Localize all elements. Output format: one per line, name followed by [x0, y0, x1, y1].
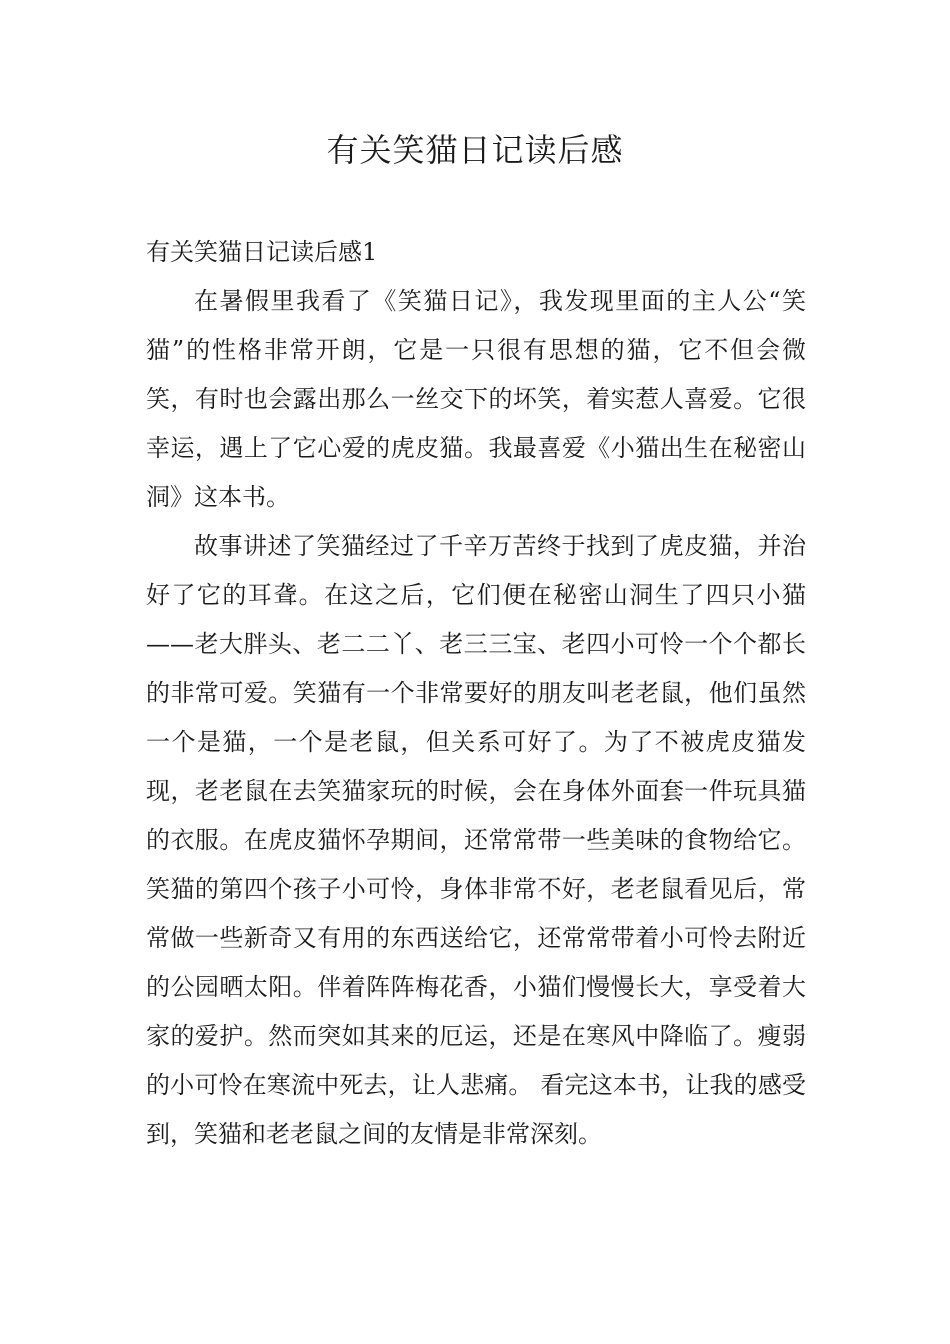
section-heading: 有关笑猫日记读后感1 [146, 238, 378, 266]
document-body [146, 228, 806, 1159]
document-title: 有关笑猫日记读后感 [326, 131, 624, 169]
paragraph-2: 故事讲述了笑猫经过了千辛万苦终于找到了虎皮猫，并治好了它的耳聋。在这之后，它们便在秘密山洞生了四只小猫——老大胖头、老二二丫、老三三宝、老四小可怜一个个都长的非常可爱。笑猫有一个非常要好的朋友叫老老鼠，他们虽然一个是猫，一个是老鼠，但关系可好了。为了不被虎皮猫发现，老老鼠在去笑猫家玩的时候，会在身体外面套一件玩具猫的衣服。在虎皮猫怀孕期间，还常常带一些美味的食物给它。笑猫的第四个孩子小可怜，身体非常不好，老老鼠看见后，常常做一些新奇又有用的东西送给它，还常常带着小可怜去附近的公园晒太阳。伴着阵阵梅花香，小猫们慢慢长大，享受着大家的爱护。然而突如其来的厄运，还是在寒风中降临了。瘦弱的小可怜在寒流中死去，让人悲痛。 看完这本书，让我的感受到，笑猫和老老鼠之间的友情是非常深刻。 [146, 532, 806, 1148]
paragraph-1: 在暑假里我看了《笑猫日记》，我发现里面的主人公“笑猫”的性格非常开朗，它是一只很有思想的猫，它不但会微笑，有时也会露出那么一丝交下的坏笑，着实惹人喜爱。它很幸运，遇上了它心爱的虎皮猫。我最喜爱《小猫出生在秘密山洞》这本书。 [146, 287, 806, 511]
